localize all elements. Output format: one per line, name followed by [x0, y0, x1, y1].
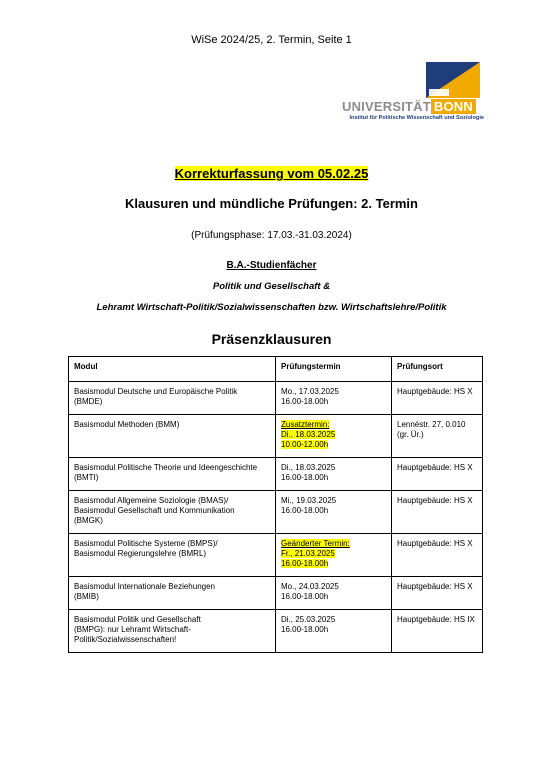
modul-line: (BMDE) — [74, 397, 103, 406]
termin-line: Di., 18.03.2025 — [281, 463, 336, 472]
ort-line: Hauptgebäude: HS X — [397, 496, 473, 505]
modul-line: Basismodul Politische Systeme (BMPS)/ — [74, 539, 218, 548]
termin-line: Mo., 17.03.2025 — [281, 387, 339, 396]
cell-termin — [276, 610, 392, 653]
termin-line: Fr., 21.03.2025 — [281, 549, 335, 558]
cell-modul — [69, 610, 276, 653]
cell-termin — [276, 415, 392, 458]
ort-line: Hauptgebäude: HS X — [397, 539, 473, 548]
logo-mark-icon — [426, 62, 480, 98]
logo-wordmark — [342, 99, 480, 113]
cell-ort — [392, 534, 483, 577]
table-row — [69, 382, 483, 415]
cell-termin — [276, 382, 392, 415]
cell-ort — [392, 415, 483, 458]
termin-line: 16.00-18.00h — [281, 506, 329, 515]
cell-ort — [392, 610, 483, 653]
ort-line: Hauptgebäude: HS X — [397, 582, 473, 591]
cell-ort — [392, 577, 483, 610]
table-header-row — [69, 357, 483, 382]
cell-termin — [276, 577, 392, 610]
column-header-termin: Prüfungstermin — [276, 357, 392, 382]
ort-line: Hauptgebäude: HS X — [397, 387, 473, 396]
modul-line: Basismodul Regierungslehre (BMRL) — [74, 549, 207, 558]
logo-word-accent: BONN — [431, 99, 476, 114]
program-heading: B.A.-Studienfächer — [226, 260, 317, 271]
termin-line: 16.00-18.00h — [281, 592, 329, 601]
cell-termin — [276, 458, 392, 491]
termin-line: Di., 18.03.2025 — [281, 430, 336, 439]
modul-line: Basismodul Deutsche und Europäische Politik — [74, 387, 238, 396]
termin-line: Mo., 24.03.2025 — [281, 582, 339, 591]
termin-line: Di., 25.03.2025 — [281, 615, 336, 624]
termin-note: Zusatztermin: — [281, 420, 330, 429]
section-heading: Präsenzklausuren — [211, 331, 332, 347]
cell-termin — [276, 491, 392, 534]
termin-line: Mi., 19.03.2025 — [281, 496, 337, 505]
table-row — [69, 534, 483, 577]
termin-line: 10.00-12.00h — [281, 440, 329, 449]
modul-line: Basismodul Internationale Beziehungen — [74, 582, 215, 591]
table-row — [69, 577, 483, 610]
correction-text: Korrekturfassung vom 05.02.25 — [174, 166, 369, 181]
termin-line: 16.00-18.00h — [281, 473, 329, 482]
table-row — [69, 491, 483, 534]
exam-phase: (Prüfungsphase: 17.03.-31.03.2024) — [191, 230, 352, 241]
cell-modul — [69, 415, 276, 458]
cell-termin — [276, 534, 392, 577]
modul-line: Basismodul Methoden (BMM) — [74, 420, 180, 429]
modul-line: (BMIB) — [74, 592, 99, 601]
table-row — [69, 610, 483, 653]
modul-line: Basismodul Allgemeine Soziologie (BMAS)/ — [74, 496, 229, 505]
correction-notice — [0, 166, 543, 181]
ort-line: (gr. Ür.) — [397, 430, 424, 439]
cell-modul — [69, 577, 276, 610]
modul-line: (BMTI) — [74, 473, 99, 482]
ort-line: Hauptgebäude: HS X — [397, 463, 473, 472]
termin-line: 16.00-18.00h — [281, 397, 329, 406]
termin-line: 16.00-18.00h — [281, 625, 329, 634]
table-body — [69, 382, 483, 653]
cell-ort — [392, 382, 483, 415]
cell-ort — [392, 458, 483, 491]
modul-line: (BMGK) — [74, 516, 103, 525]
modul-line: Basismodul Politische Theorie und Ideengeschichte — [74, 463, 258, 472]
document-title: Klausuren und mündliche Prüfungen: 2. Termin — [124, 196, 418, 211]
logo-subtitle: Institut für Politische Wissenschaft und Soziologie — [349, 115, 484, 121]
program-line-1: Politik und Gesellschaft & — [212, 281, 331, 292]
cell-modul — [69, 458, 276, 491]
column-header-ort: Prüfungsort — [392, 357, 483, 382]
program-line-2: Lehramt Wirtschaft-Politik/Sozialwissenschaften bzw. Wirtschaftslehre/Politik — [96, 302, 447, 313]
cell-modul — [69, 491, 276, 534]
university-logo — [342, 62, 484, 127]
column-header-modul: Modul — [69, 357, 276, 382]
modul-line: Basismodul Gesellschaft und Kommunikation — [74, 506, 235, 515]
page-header: WiSe 2024/25, 2. Termin, Seite 1 — [191, 34, 352, 46]
termin-note: Geänderter Termin: — [281, 539, 350, 548]
ort-line: Hauptgebäude: HS IX — [397, 615, 475, 624]
modul-line: (BMPG): nur Lehramt Wirtschaft- — [74, 625, 191, 634]
cell-modul — [69, 534, 276, 577]
table-row — [69, 458, 483, 491]
exam-table — [68, 356, 483, 653]
cell-modul — [69, 382, 276, 415]
termin-line: 16.00-18.00h — [281, 559, 329, 568]
modul-line: Basismodul Politik und Gesellschaft — [74, 615, 201, 624]
cell-ort — [392, 491, 483, 534]
table-row — [69, 415, 483, 458]
ort-line: Lennéstr. 27, 0.010 — [397, 420, 466, 429]
modul-line: Politik/Sozialwissenschaften! — [74, 635, 177, 644]
logo-word-main: UNIVERSITÄT — [342, 99, 431, 114]
